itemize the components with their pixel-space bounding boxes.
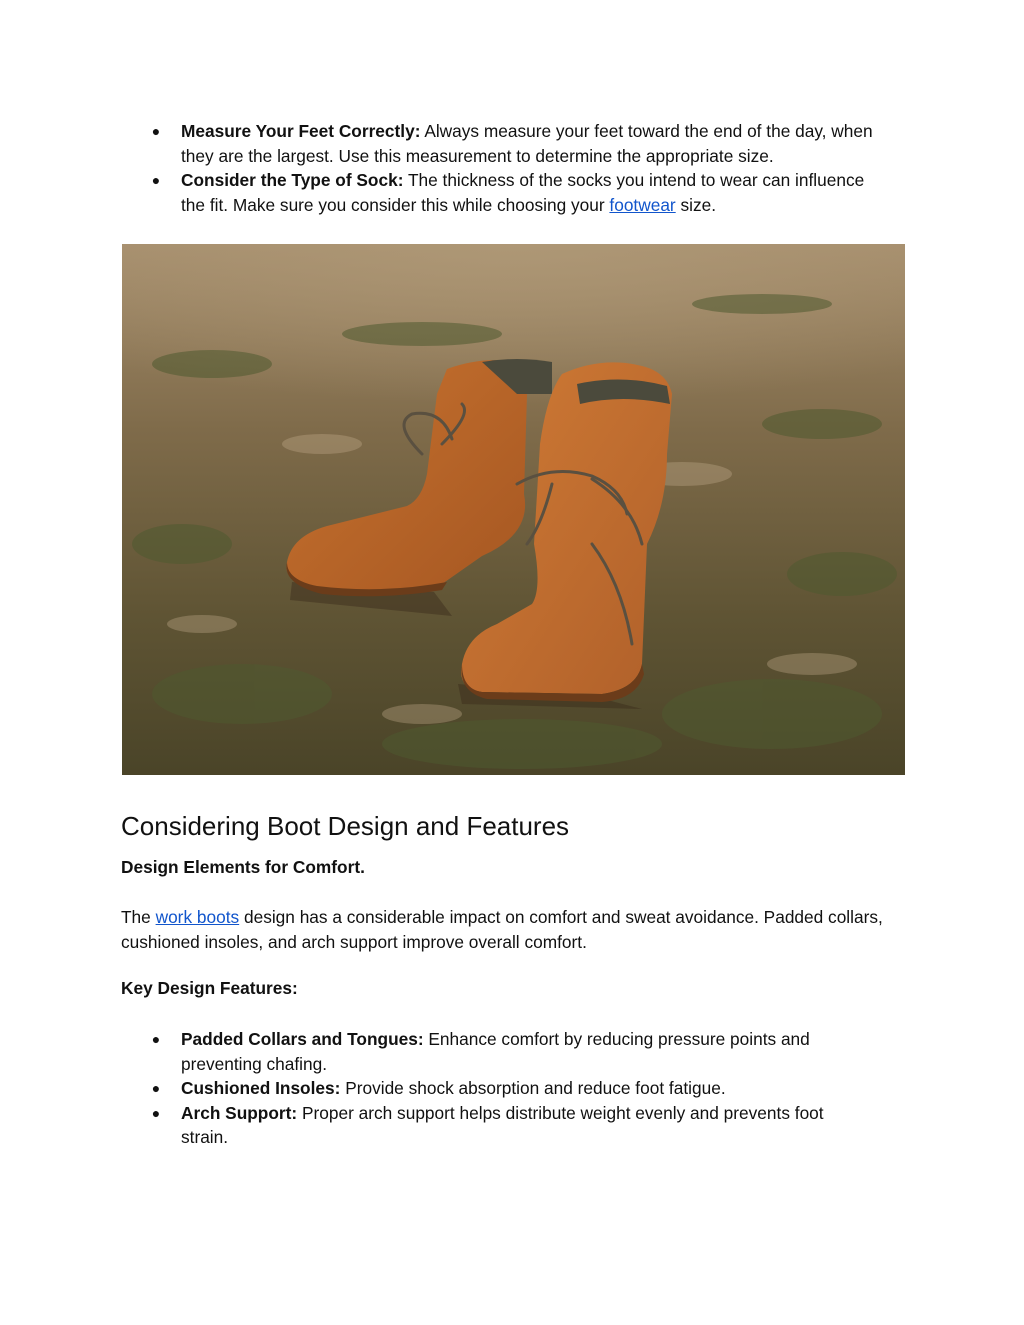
para-text-end: design has a considerable impact on comfort and sweat avoidance. Padded collars, cushioned insoles, and arch support improve overall comfort.	[121, 907, 883, 952]
footwear-link[interactable]: footwear	[609, 194, 676, 215]
sizing-tips-list	[0, 119, 1024, 217]
bullet-icon: ●	[151, 172, 161, 188]
feature-text: Proper arch support helps distribute weight evenly and prevents foot strain.	[181, 1102, 824, 1147]
list-item	[0, 1076, 1024, 1101]
key-features-title: Key Design Features:	[121, 978, 298, 998]
bullet-icon: ●	[151, 1080, 161, 1096]
tip-text: The thickness of the socks you intend to wear can influence the fit. Make sure you consider this while choosing your	[181, 170, 865, 215]
feature-title: Padded Collars and Tongues:	[181, 1029, 424, 1049]
list-item	[0, 119, 1024, 168]
feature-title: Arch Support:	[181, 1102, 298, 1123]
tip-title: Measure Your Feet Correctly:	[181, 121, 421, 141]
boots-photo	[122, 244, 905, 775]
list-item	[0, 1027, 1024, 1076]
para-text-start: The	[121, 907, 156, 927]
list-item	[0, 1101, 1024, 1150]
work-boots-link[interactable]: work boots	[155, 907, 240, 927]
feature-title: Cushioned Insoles:	[181, 1078, 341, 1098]
tip-title: Consider the Type of Sock:	[181, 170, 404, 190]
section-subheading: Design Elements for Comfort.	[121, 857, 365, 877]
list-item	[0, 168, 1024, 217]
tip-text: Always measure your feet toward the end of the day, when they are the largest. Use this measurement to determine the appropriate size.	[181, 121, 873, 166]
section-heading: Considering Boot Design and Features	[121, 811, 570, 841]
bullet-icon: ●	[151, 123, 161, 139]
section-paragraph	[121, 905, 891, 954]
bullet-icon: ●	[151, 1104, 161, 1121]
feature-text: Provide shock absorption and reduce foot fatigue.	[340, 1078, 726, 1098]
tip-text-end: size.	[675, 194, 717, 215]
bullet-icon: ●	[151, 1031, 161, 1047]
design-features-list	[0, 1027, 1024, 1150]
feature-text: Enhance comfort by reducing pressure points and preventing chafing.	[181, 1029, 810, 1074]
